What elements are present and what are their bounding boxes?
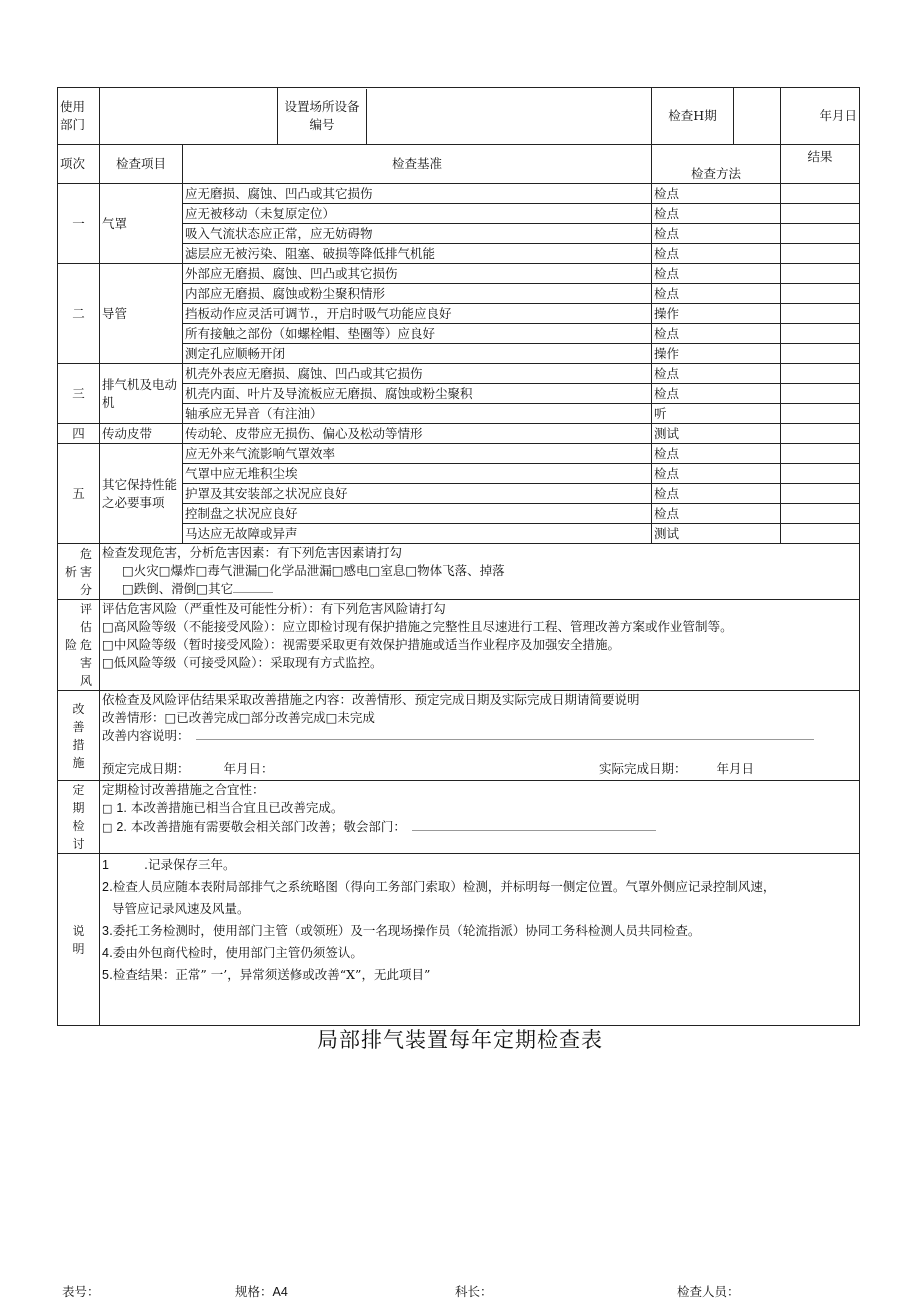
check-method: 测试 [652, 524, 781, 544]
check-standard: 所有接触之部份（如螺栓帽、垫圈等）应良好 [183, 324, 652, 344]
group-seq: 三 [58, 364, 100, 424]
group-item: 传动皮带 [100, 424, 183, 444]
col-standard: 检查基准 [183, 145, 652, 184]
page-title: 局部排气装置每年定期检查表 [317, 1028, 603, 1052]
check-method: 检点 [652, 444, 781, 464]
check-result[interactable] [781, 524, 860, 544]
check-standard: 应无磨损、腐蚀、凹凸或其它损伤 [183, 184, 652, 204]
review-label: 定期检讨 [58, 781, 100, 854]
check-standard: 马达应无故障或异声 [183, 524, 652, 544]
check-standard: 外部应无磨损、腐蚀、凹凸或其它损伤 [183, 264, 652, 284]
actual-date-group [599, 760, 754, 778]
check-method: 检点 [652, 364, 781, 384]
check-result[interactable] [781, 364, 860, 384]
check-result[interactable] [781, 244, 860, 264]
dept-label: 使用部门 [58, 88, 100, 145]
check-standard: 气罩中应无堆积尘埃 [183, 464, 652, 484]
risk-section [100, 600, 860, 691]
planned-date[interactable]: 年月日： [223, 761, 274, 776]
check-method: 检点 [652, 384, 781, 404]
check-method: 操作 [652, 304, 781, 324]
checkbox-icon[interactable]: □ [102, 821, 113, 834]
group-item: 其它保持性能之必要事项 [100, 444, 183, 544]
review-item-2[interactable]: □ 2. 本改善措施有需要敬会相关部门改善；敬会部门： [102, 818, 857, 837]
actual-date[interactable]: 年月日 [716, 761, 755, 776]
note-item: 3.委托工务检测时，使用部门主管（或领班）及一名现场操作员（轮流指派）协同工务科检测人员共同检查。 [102, 923, 701, 938]
check-method: 检点 [652, 324, 781, 344]
group-seq: 一 [58, 184, 100, 264]
group-item: 气罩 [100, 184, 183, 264]
note-item: 1 .记录保存三年。 [102, 857, 236, 872]
check-standard: 挡板动作应灵活可调节.，开启时吸气功能应良好 [183, 304, 652, 324]
check-standard: 机壳外表应无磨损、腐蚀、凹凸或其它损伤 [183, 364, 652, 384]
check-standard: 应无被移动（未复原定位） [183, 204, 652, 224]
check-standard: 传动轮、皮带应无损伤、偏心及松动等情形 [183, 424, 652, 444]
col-seq: 项次 [58, 145, 100, 184]
footer-chief: 科长： [455, 1284, 493, 1299]
footer-spec: 规格：A4 [235, 1284, 288, 1299]
group-seq: 四 [58, 424, 100, 444]
check-result[interactable] [781, 344, 860, 364]
check-method: 操作 [652, 344, 781, 364]
check-result[interactable] [781, 324, 860, 344]
hazard-label [58, 544, 100, 600]
note-item: 导管应记录风速及风量。 [112, 901, 250, 916]
risk-line-3[interactable]: □中风险等级（暂时接受风险）：视需要采取更有效保护措施或适当作业程序及加强安全措施。 [102, 637, 621, 652]
group-item: 导管 [100, 264, 183, 364]
check-standard: 测定孔应顺畅开闭 [183, 344, 652, 364]
risk-label [58, 600, 100, 691]
improve-dates [102, 760, 857, 778]
check-result[interactable] [781, 224, 860, 244]
check-method: 检点 [652, 204, 781, 224]
check-result[interactable] [781, 504, 860, 524]
check-standard: 滤层应无被污染、阻塞、破损等降低排气机能 [183, 244, 652, 264]
footer-form-no: 表号： [62, 1284, 100, 1299]
check-standard: 机壳内面、叶片及导流板应无磨损、腐蚀或粉尘聚积 [183, 384, 652, 404]
hazard-label-b: 危害分 [80, 546, 93, 597]
checkbox-icon[interactable]: □ [102, 802, 113, 815]
note-item: 2.检查人员应随本表附局部排气之系统略图（得向工务部门索取）检测，并标明每一侧定位置。气罩外侧应记录控制风速， [102, 879, 776, 894]
hazard-line-1: 检查发现危害，分析危害因素：有下列危害因素请打勾 [102, 545, 403, 560]
check-result[interactable] [781, 464, 860, 484]
check-method: 检点 [652, 484, 781, 504]
check-result[interactable] [781, 384, 860, 404]
device-label: 设置场所设备编号 [284, 99, 360, 132]
hazard-line-3[interactable]: □跌倒、滑倒□其它 [102, 580, 857, 598]
check-method: 检点 [652, 264, 781, 284]
group-seq: 五 [58, 444, 100, 544]
notes-section [100, 854, 860, 1026]
check-standard: 轴承应无异音（有注油） [183, 404, 652, 424]
group-item: 排气机及电动机 [100, 364, 183, 424]
review-line-1: 定期检讨改善措施之合宜性： [102, 782, 265, 797]
notes-label: 说明 [58, 854, 100, 1026]
check-result[interactable] [781, 264, 860, 284]
check-standard: 吸入气流状态应正常，应无妨碍物 [183, 224, 652, 244]
hazard-line-2[interactable]: □火灾□爆炸□毒气泄漏□化学品泄漏□感电□室息□物体飞落、掉落 [122, 563, 505, 578]
check-method: 测试 [652, 424, 781, 444]
check-result[interactable] [781, 484, 860, 504]
col-item: 检查项目 [100, 145, 183, 184]
risk-line-1: 评估危害风险（严重性及可能性分析）：有下列危害风险请打勾 [102, 601, 446, 616]
hazard-section [100, 544, 860, 600]
improve-line-1: 依检查及风险评估结果采取改善措施之内容：改善情形、预定完成日期及实际完成日期请简要说明 [102, 692, 640, 707]
group-seq: 二 [58, 264, 100, 364]
check-standard: 控制盘之状况应良好 [183, 504, 652, 524]
check-result[interactable] [781, 204, 860, 224]
check-method: 听 [652, 404, 781, 424]
check-result[interactable] [781, 444, 860, 464]
risk-label-a: 险 [64, 638, 77, 652]
check-standard: 应无外来气流影响气罩效率 [183, 444, 652, 464]
inspection-form-table [57, 87, 860, 1026]
device-cell [278, 88, 652, 145]
check-result[interactable] [781, 284, 860, 304]
hazard-label-a: 析 [64, 564, 77, 579]
check-result[interactable] [781, 184, 860, 204]
date-spacer [734, 88, 781, 145]
date-label: 检查H期 [652, 88, 734, 145]
risk-label-b: 评估危害风 [80, 602, 93, 688]
actual-label: 实际完成日期： [599, 761, 687, 776]
footer-inspector: 检查人员： [677, 1284, 740, 1299]
review-item-1[interactable]: □ 1. 本改善措施已相当合宜且已改善完成。 [102, 800, 344, 815]
col-result: 结果 [781, 145, 860, 184]
improve-section [100, 691, 860, 781]
check-result[interactable] [781, 404, 860, 424]
check-method: 检点 [652, 504, 781, 524]
risk-line-2[interactable]: □高风险等级（不能接受风险）：应立即检讨现有保护措施之完整性且尽速进行工程、管理改善方案或作业管制等。 [102, 619, 733, 634]
note-item: 5.检查结果：正常” 一’，异常须送修或改善“X”，无此项目” [102, 967, 431, 982]
note-item: 4.委由外包商代检时，使用部门主管仍须签认。 [102, 945, 363, 960]
risk-line-4[interactable]: □低风险等级（可接受风险）：采取现有方式监控。 [102, 655, 383, 670]
device-field[interactable] [366, 89, 651, 144]
check-method: 检点 [652, 284, 781, 304]
check-standard: 护罩及其安装部之状况应良好 [183, 484, 652, 504]
review-section [100, 781, 860, 854]
check-method: 检点 [652, 224, 781, 244]
improve-line-3[interactable]: 改善内容说明： [102, 727, 857, 745]
check-method: 检点 [652, 464, 781, 484]
improve-line-2[interactable]: 改善情形：□已改善完成□部分改善完成□未完成 [102, 710, 375, 725]
check-method: 检点 [652, 244, 781, 264]
planned-label: 预定完成日期： [102, 761, 190, 776]
check-result[interactable] [781, 304, 860, 324]
improve-label: 改善措施 [58, 691, 100, 781]
check-standard: 内部应无磨损、腐蚀或粉尘聚积情形 [183, 284, 652, 304]
date-value[interactable]: 年月日 [781, 88, 860, 145]
col-method: 检查方法 [652, 145, 781, 184]
check-result[interactable] [781, 424, 860, 444]
dept-field[interactable] [100, 88, 278, 145]
check-method: 检点 [652, 184, 781, 204]
